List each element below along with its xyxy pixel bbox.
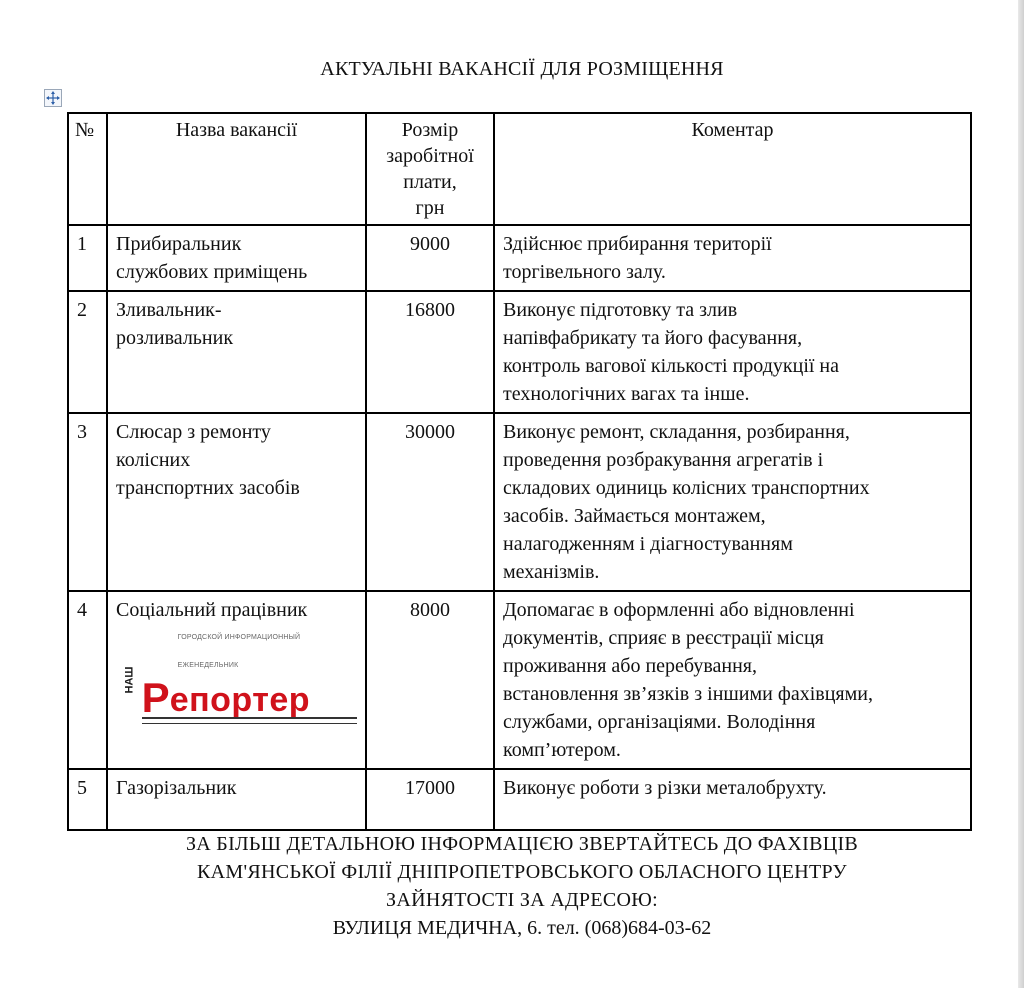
- row-comment: Виконує роботи з різки металобрухту.: [494, 769, 971, 830]
- row-vacancy-name: Газорізальник: [107, 769, 366, 830]
- row-salary: 16800: [366, 291, 494, 413]
- row-number: 5: [68, 769, 107, 830]
- footer-line: ЗАЙНЯТОСТІ ЗА АДРЕСОЮ:: [386, 889, 658, 911]
- footer-line: ЗА БІЛЬШ ДЕТАЛЬНОЮ ІНФОРМАЦІЄЮ ЗВЕРТАЙТЕСЬ ДО ФАХІВЦІВ: [185, 833, 859, 855]
- row-number: 4: [68, 591, 107, 769]
- table-row: [68, 413, 971, 591]
- row-vacancy-name: Слюсар з ремонту колісних транспортних засобів: [107, 413, 366, 591]
- row-comment: Виконує ремонт, складання, розбирання, проведення розбракування агрегатів і складових одиниць колісних транспортних засобів. Займається монтажем, налагодженням і діагностуванням механізмів.: [494, 413, 971, 591]
- footer-address-line: ВУЛИЦЯ МЕДИЧНА, 6. тел. (068)684-03-62: [332, 917, 712, 939]
- row-number: 1: [68, 225, 107, 291]
- move-arrows-icon: [45, 90, 61, 106]
- row-vacancy-name: Зливальник- розливальник: [107, 291, 366, 413]
- table-row: [68, 225, 971, 291]
- logo-subtitle: ГОРОДСКОЙ ИНФОРМАЦИОННЫЙ ЕЖЕНЕДЕЛЬНИК: [177, 634, 301, 669]
- header-salary: Розмір заробітної плати, грн: [366, 113, 494, 225]
- table-header-row: [68, 113, 971, 225]
- logo-word: епортер: [169, 681, 311, 719]
- contact-footer: [0, 830, 1024, 942]
- row-salary: 8000: [366, 591, 494, 769]
- row-vacancy-name: Прибиральник службових приміщень: [107, 225, 366, 291]
- header-comment: Коментар: [494, 113, 971, 225]
- row-comment: Допомагає в оформленні або відновленні документів, сприяє в реєстрації місця проживання або перебування, встановлення зв’язків з іншими фахівцями, службами, організаціями. Володіння комп’ютером.: [494, 591, 971, 769]
- header-number: №: [68, 113, 107, 225]
- row-salary: 9000: [366, 225, 494, 291]
- vacancies-table: [67, 112, 972, 831]
- row-vacancy-name: Соціальний працівник НАШ ГОРОДСКОЙ ИНФОРМАЦИОННЫЙ ЕЖЕНЕДЕЛЬНИК Р епортер: [107, 591, 366, 769]
- footer-line: КАМ'ЯНСЬКОЇ ФІЛІЇ ДНІПРОПЕТРОВСЬКОГО ОБЛАСНОГО ЦЕНТРУ: [197, 861, 847, 883]
- logo-nash-text: НАШ: [123, 666, 136, 694]
- table-move-handle[interactable]: [44, 89, 62, 107]
- row-comment: Здійснює прибирання території торгівельного залу.: [494, 225, 971, 291]
- row-number: 3: [68, 413, 107, 591]
- row-comment: Виконує підготовку та злив напівфабрикату та його фасування, контроль вагової кількості продукції на технологічних вагах та інше.: [494, 291, 971, 413]
- header-vacancy-name: Назва вакансії: [107, 113, 366, 225]
- logo-underline: [142, 717, 357, 724]
- table-row: [68, 291, 971, 413]
- row-salary: 30000: [366, 413, 494, 591]
- row-number: 2: [68, 291, 107, 413]
- logo-first-letter: Р: [141, 674, 170, 721]
- table-row: [68, 769, 971, 830]
- table-row: [68, 591, 971, 769]
- row-salary: 17000: [366, 769, 494, 830]
- document-title: АКТУАЛЬНІ ВАКАНСІЇ ДЛЯ РОЗМІЩЕННЯ: [320, 58, 724, 80]
